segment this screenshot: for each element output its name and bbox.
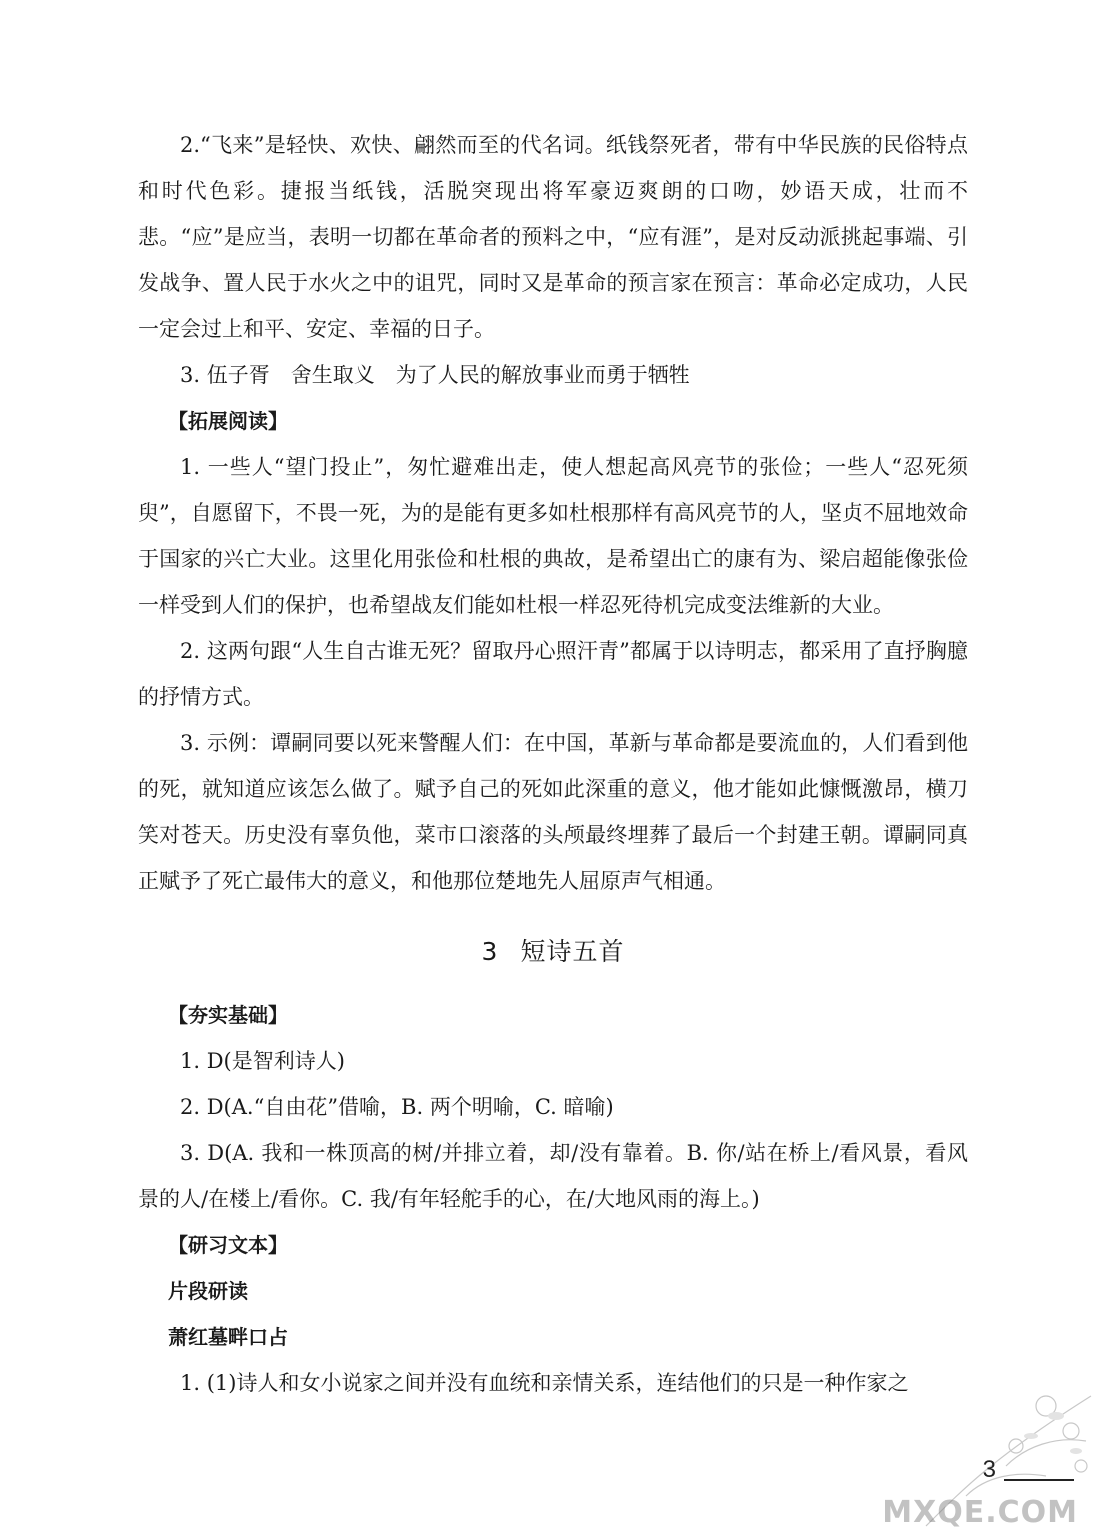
answer-paragraph-3: 3. 伍子胥 舍生取义 为了人民的解放事业而勇于牺牲: [180, 363, 690, 387]
footer-rule-icon: [1004, 1470, 1074, 1484]
chapter-number: 3: [481, 937, 499, 966]
section-heading-basics: 【夯实基础】: [168, 1003, 288, 1027]
watermark: MXQE.COM: [882, 1495, 1078, 1530]
study-item-1: 1. (1)诗人和女小说家之间并没有血统和亲情关系，连结他们的只是一种作家之: [180, 1371, 909, 1395]
page-footer: [983, 1456, 1074, 1484]
basics-item-2: 2. D(A.“自由花”借喻，B. 两个明喻，C. 暗喻): [180, 1095, 614, 1119]
basics-item-3: 3. D(A. 我和一株顶高的树/并排立着，却/没有靠着。B. 你/站在桥上/看风景，看风景的人/在楼上/看你。C. 我/有年轻舵手的心，在/大地风雨的海上。): [138, 1141, 968, 1211]
extended-item-1: 1. 一些人“望门投止”，匆忙避难出走，使人想起高风亮节的张俭；一些人“忍死须臾”，自愿留下，不畏一死，为的是能有更多如杜根那样有高风亮节的人，坚贞不屈地效命于国家的兴亡大业。这里化用张俭和杜根的典故，是希望出亡的康有为、梁启超能像张俭一样受到人们的保护，也希望战友们能如杜根一样忍死待机完成变法维新的大业。: [138, 455, 968, 617]
chapter-title: [138, 922, 968, 982]
basics-item-1: 1. D(是智利诗人): [180, 1049, 345, 1073]
subheading-fragment-reading: 片段研读: [168, 1279, 248, 1303]
extended-item-2: 2. 这两句跟“人生自古谁无死？留取丹心照汗青”都属于以诗明志，都采用了直抒胸臆的抒情方式。: [138, 639, 968, 709]
extended-item-3: 3. 示例：谭嗣同要以死来警醒人们：在中国，革新与革命都是要流血的，人们看到他的死，就知道应该怎么做了。赋予自己的死如此深重的意义，他才能如此慷慨激昂，横刀笑对苍天。历史没有辜负他，菜市口滚落的头颅最终埋葬了最后一个封建王朝。谭嗣同真正赋予了死亡最伟大的意义，和他那位楚地先人屈原声气相通。: [138, 731, 968, 893]
page-number: 3: [982, 1456, 996, 1483]
page-content: [138, 122, 968, 1406]
section-heading-study: 【研习文本】: [168, 1233, 288, 1257]
chapter-name: 短诗五首: [520, 937, 625, 966]
answer-paragraph-2: 2.“飞来”是轻快、欢快、翩然而至的代名词。纸钱祭死者，带有中华民族的民俗特点和时代色彩。捷报当纸钱，活脱突现出将军豪迈爽朗的口吻，妙语天成，壮而不悲。“应”是应当，表明一切都在革命者的预料之中，“应有涯”，是对反动派挑起事端、引发战争、置人民于水火之中的诅咒，同时又是革命的预言家在预言：革命必定成功，人民一定会过上和平、安定、幸福的日子。: [138, 133, 968, 341]
subheading-poem-title: 萧红墓畔口占: [168, 1325, 288, 1349]
section-heading-extended-reading: 【拓展阅读】: [168, 409, 288, 433]
